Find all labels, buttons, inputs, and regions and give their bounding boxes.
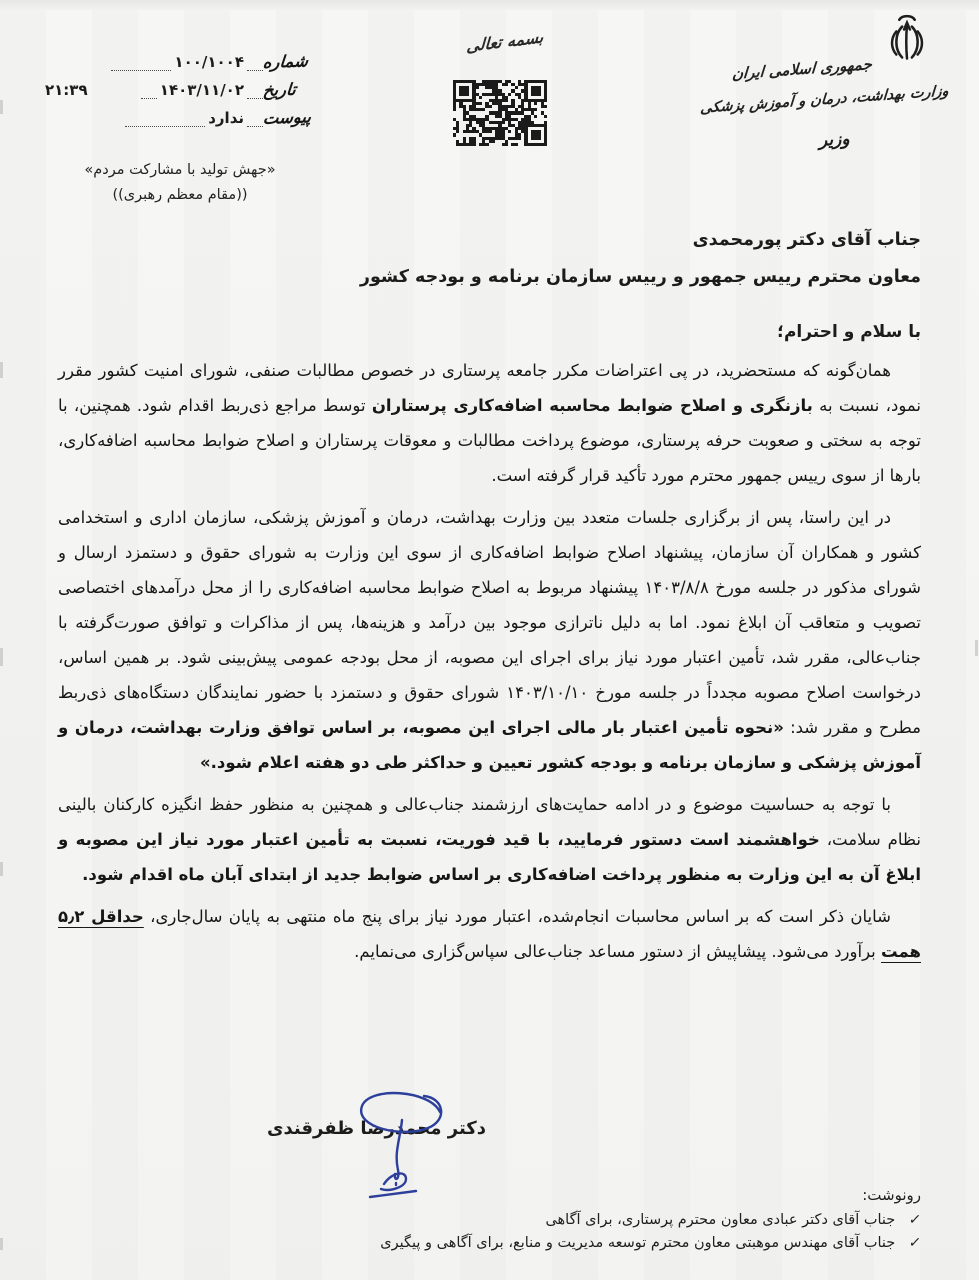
minister-title: وزیر: [818, 129, 850, 151]
republic-title: جمهوری اسلامی ایران: [731, 55, 873, 83]
body-paragraph: [58, 900, 921, 970]
salutation: با سلام و احترام؛: [777, 322, 921, 342]
letterhead-meta: [45, 52, 315, 136]
cc-list: [58, 1212, 921, 1251]
date-label: تاریخ: [262, 79, 297, 100]
attachment-value: ندارد: [208, 109, 244, 127]
basmala: بسمه تعالی: [466, 27, 544, 56]
scan-artifact: [0, 1238, 3, 1250]
body-paragraph: [58, 788, 921, 893]
dotted-leader: [247, 114, 263, 127]
meta-row-number: [45, 52, 315, 71]
time-value: ۲۱:۳۹: [45, 81, 88, 99]
recipient-block: [58, 222, 921, 296]
number-label: شماره: [262, 51, 309, 72]
cc-item: [58, 1212, 921, 1228]
text-run: خواهشمند است دستور فرمایید، با قید فوریت، نسبت به تأمین اعتبار مورد نیاز این مصوبه و ابلاغ آن به این وزارت به منظور پرداخت اضافه‌کاری بر اساس ضوابط جدید از ابتدای آبان ماه اقدام شود.: [58, 829, 921, 884]
attachment-label: پیوست: [262, 107, 312, 128]
check-icon: ✓: [907, 1212, 923, 1228]
date-value: ۱۴۰۳/۱۱/۰۲: [159, 81, 244, 99]
text-run: توسط مراجع ذی‌ربط اقدام شود. همچنین، با توجه به سختی و صعوبت حرفه پرستاری، موضوع پرداخت مطالبات و معوقات پرستاران و اصلاح ضوابط محاسبه اضافه‌کاری، بارها از سوی رییس جمهور محترم مورد تأکید قرار گرفته است.: [58, 395, 921, 485]
slogan-block: [45, 158, 315, 209]
qr-code: [453, 80, 547, 146]
number-value: ۱۰۰/۱۰۰۴: [174, 53, 244, 71]
text-run: بازنگری و اصلاح ضوابط محاسبه اضافه‌کاری پرستاران: [371, 395, 813, 415]
scan-artifact: [0, 100, 3, 114]
text-run: شایان ذکر است که بر اساس محاسبات انجام‌شده، اعتبار مورد نیاز برای پنج ماه منتهی به پایان سال‌جاری،: [143, 906, 891, 926]
cc-item-text: جناب آقای دکتر عبادی معاون محترم پرستاری، برای آگاهی: [545, 1212, 896, 1228]
body-paragraph: [58, 501, 921, 781]
dotted-leader: [111, 58, 171, 71]
scan-top-band: [0, 0, 979, 10]
text-run: «نحوه تأمین اعتبار بار مالی اجرای این مصوبه، بر اساس توافق وزارت بهداشت، درمان و آموزش پزشکی و سازمان برنامه و بودجه کشور تعیین و حداکثر طی دو هفته اعلام شود.»: [58, 717, 921, 772]
signature-name: دکتر محمدرضا ظفرقندی: [266, 1118, 486, 1139]
slogan-attribution: ((مقام معظم رهبری)): [112, 187, 248, 204]
dotted-leader: [247, 86, 263, 99]
letterhead-right: [699, 12, 950, 151]
text-run: همان‌گونه که مستحضرید، در پی اعتراضات مکرر جامعه پرستاری در خصوص مطالبات صنفی، شورای امنیت کشور مقرر نمود، نسبت به: [58, 361, 921, 415]
text-run: با توجه به حساسیت موضوع و در ادامه حمایت‌های ارزشمند جناب‌عالی و همچنین به منظور حفظ انگیزه کارکنان بالینی نظام سلامت،: [58, 794, 921, 849]
scan-artifact: [0, 862, 3, 876]
cc-label: رونوشت:: [862, 1186, 921, 1204]
scan-artifact: [975, 640, 978, 656]
check-icon: ✓: [907, 1235, 923, 1251]
dotted-leader: [247, 58, 263, 71]
recipient-name: جناب آقای دکتر پورمحمدی: [692, 230, 921, 250]
dotted-leader: [125, 114, 205, 127]
meta-row-attachment: [45, 108, 315, 127]
slogan-text: «جهش تولید با مشارکت مردم»: [84, 162, 276, 178]
scan-artifact: [0, 362, 3, 378]
meta-row-date: [45, 80, 315, 99]
cc-item: [58, 1235, 921, 1251]
ministry-title: وزارت بهداشت، درمان و آموزش پزشکی: [699, 83, 950, 117]
dotted-leader: [141, 86, 157, 99]
text-run: حداقل ۵٫۲ همت: [58, 906, 921, 961]
cc-block: [58, 1186, 921, 1258]
recipient-title: معاون محترم رییس جمهور و رییس سازمان برنامه و بودجه کشور: [359, 266, 921, 287]
body-paragraphs: [58, 354, 921, 976]
iran-emblem-icon: [878, 12, 936, 78]
text-run: برآورد می‌شود. پیشاپیش از دستور مساعد جناب‌عالی سپاس‌گزاری می‌نمایم.: [354, 941, 882, 961]
body-paragraph: [58, 354, 921, 494]
cc-item-text: جناب آقای مهندس موهبتی معاون محترم توسعه مدیریت و منابع، برای آگاهی و پیگیری: [380, 1235, 896, 1251]
scan-artifact: [0, 648, 3, 666]
text-run: در این راستا، پس از برگزاری جلسات متعدد بین وزارت بهداشت، درمان و آموزش پزشکی، سازمان اداری و استخدامی کشور و همکاران آن سازمان، پیشنهاد اصلاح ضوابط اضافه‌کاری از سوی این وزارت به شورای حقوق و دستمزد ارسال و شورای مذکور در جلسه مورخ ۱۴۰۳/۸/۸ پیشنهاد مربوط به اصلاح ضوابط محاسبه اضافه‌کاری را از محل درآمدهای اختصاصی تصویب و متعاقب آن ابلاغ نمود. اما به دلیل ناترازی موجود بین درآمد و هزینه‌ها، پس از مذاکرات و توافق صورت‌گرفته با جناب‌عالی، مقرر شد، تأمین اعتبار مورد نیاز برای اجرای این مصوبه، از محل بودجه عمومی پیش‌بینی شود. بر همین اساس، درخواست اصلاح مصوبه مجدداً در جلسه مورخ ۱۴۰۳/۱۰/۱۰ شورای حقوق و دستمزد با حضور نمایندگان دستگاه‌های ذی‌ربط مطرح و مقرر شد:: [58, 507, 922, 737]
